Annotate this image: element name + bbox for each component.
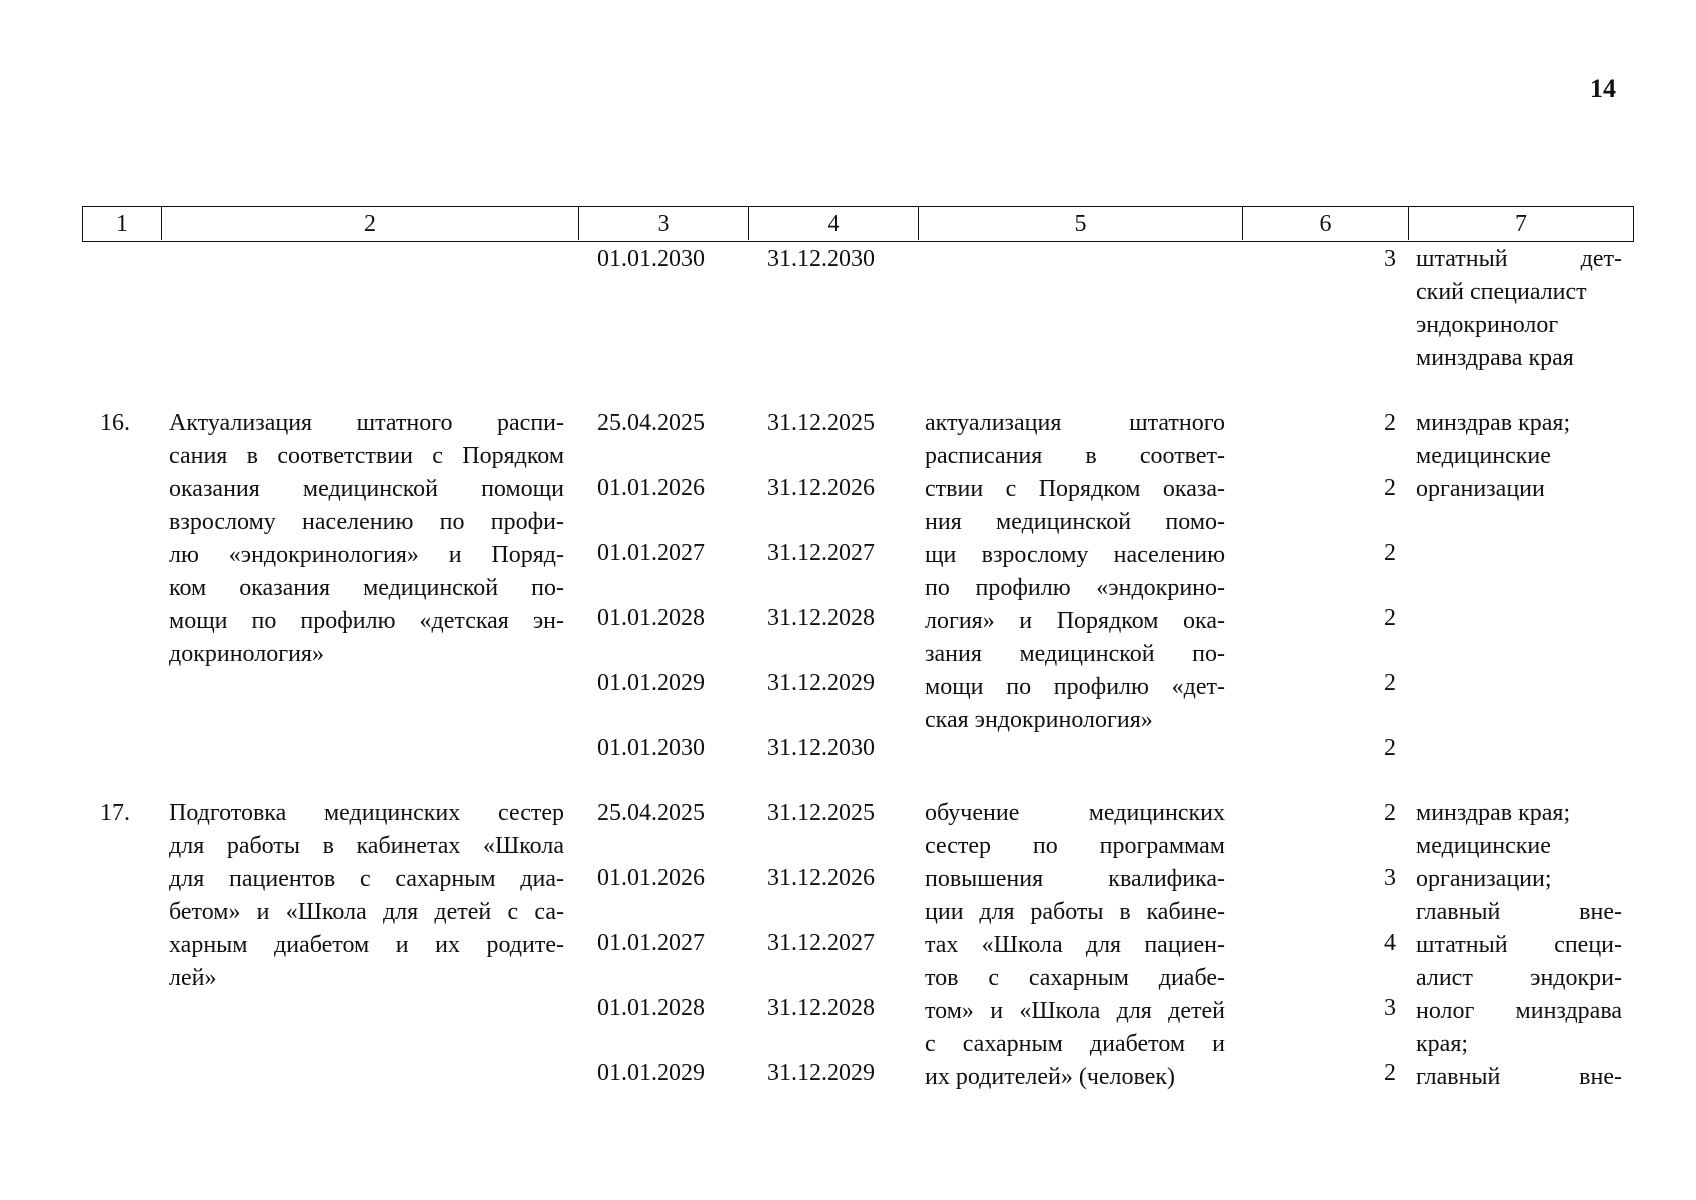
start-date: 01.01.2029 bbox=[597, 1060, 705, 1086]
page-number: 14 bbox=[1590, 74, 1616, 103]
indicator-value: 2 bbox=[1384, 475, 1396, 501]
responsible-line: медицинские bbox=[1416, 443, 1551, 469]
header-col-5: 5 bbox=[918, 207, 1242, 240]
responsible-cell bbox=[1416, 407, 1622, 506]
responsible-line: эндокринолог bbox=[1416, 312, 1559, 338]
header-col-3: 3 bbox=[578, 207, 748, 240]
indicator-value: 2 bbox=[1384, 670, 1396, 696]
title-line: для пациентов с сахарным диа- bbox=[169, 866, 564, 892]
start-date: 25.04.2025 bbox=[597, 800, 705, 826]
responsible-line: минздрав края; bbox=[1416, 800, 1571, 826]
indicator-line: расписания в соответ- bbox=[925, 443, 1225, 469]
indicator-line: ская эндокринология» bbox=[925, 707, 1153, 733]
indicator-value: 2 bbox=[1384, 800, 1396, 826]
end-date: 31.12.2029 bbox=[767, 670, 875, 696]
responsible-line: штатный дет- bbox=[1416, 246, 1622, 272]
responsible-line: главный вне- bbox=[1416, 1064, 1622, 1090]
responsible-cell bbox=[1416, 797, 1622, 1094]
header-col-4: 4 bbox=[748, 207, 918, 240]
end-date: 31.12.2025 bbox=[767, 800, 875, 826]
start-date: 01.01.2026 bbox=[597, 475, 705, 501]
header-col-7: 7 bbox=[1408, 207, 1633, 240]
title-line: лей» bbox=[169, 965, 217, 991]
indicator-line: ствии с Порядком оказа- bbox=[925, 476, 1225, 502]
indicator-line: с сахарным диабетом и bbox=[925, 1031, 1225, 1057]
start-date: 01.01.2028 bbox=[597, 995, 705, 1021]
indicator-line: тов с сахарным диабе- bbox=[925, 965, 1225, 991]
end-date: 31.12.2025 bbox=[767, 410, 875, 436]
indicator-line: актуализация штатного bbox=[925, 410, 1225, 436]
header-col-1: 1 bbox=[116, 211, 128, 237]
start-date: 01.01.2029 bbox=[597, 670, 705, 696]
start-date: 01.01.2027 bbox=[597, 540, 705, 566]
end-date: 31.12.2028 bbox=[767, 605, 875, 631]
start-date: 01.01.2026 bbox=[597, 865, 705, 891]
indicator-line: их родителей» (человек) bbox=[925, 1064, 1176, 1090]
end-date: 31.12.2027 bbox=[767, 540, 875, 566]
responsible-line: главный вне- bbox=[1416, 899, 1622, 925]
title-line: ком оказания медицинской по- bbox=[169, 575, 564, 601]
title-line: взрослому населению по профи- bbox=[169, 509, 564, 535]
indicator-cell bbox=[925, 797, 1225, 1094]
indicator-value: 3 bbox=[1384, 995, 1396, 1021]
end-date: 31.12.2027 bbox=[767, 930, 875, 956]
indicator-line: тах «Школа для пациен- bbox=[925, 932, 1225, 958]
responsible-cell bbox=[1416, 243, 1622, 375]
title-line: лю «эндокринология» и Поряд- bbox=[169, 542, 564, 568]
indicator-line: сестер по программам bbox=[925, 833, 1225, 859]
header-col-6: 6 bbox=[1242, 207, 1408, 240]
title-line: докринология» bbox=[169, 641, 324, 667]
indicator-value: 3 bbox=[1384, 246, 1396, 272]
responsible-line: алист эндокри- bbox=[1416, 965, 1622, 991]
title-line: для работы в кабинетах «Школа bbox=[169, 833, 564, 859]
responsible-line: края; bbox=[1416, 1031, 1469, 1057]
indicator-line: ции для работы в кабине- bbox=[925, 899, 1225, 925]
indicator-line: зания медицинской по- bbox=[925, 641, 1225, 667]
row-number: 17. bbox=[100, 800, 130, 826]
title-line: сания в соответствии с Порядком bbox=[169, 443, 564, 469]
indicator-value: 2 bbox=[1384, 540, 1396, 566]
end-date: 31.12.2026 bbox=[767, 865, 875, 891]
end-date: 31.12.2030 bbox=[767, 735, 875, 761]
end-date: 31.12.2026 bbox=[767, 475, 875, 501]
responsible-line: медицинские bbox=[1416, 833, 1551, 859]
indicator-line: логия» и Порядком ока- bbox=[925, 608, 1225, 634]
indicator-line: по профилю «эндокрино- bbox=[925, 575, 1225, 601]
title-line: Подготовка медицинских сестер bbox=[169, 800, 564, 826]
start-date: 01.01.2030 bbox=[597, 735, 705, 761]
indicator-line: повышения квалифика- bbox=[925, 866, 1225, 892]
indicator-value: 2 bbox=[1384, 735, 1396, 761]
indicator-value: 2 bbox=[1384, 1060, 1396, 1086]
responsible-line: нолог минздрава bbox=[1416, 998, 1622, 1024]
start-date: 25.04.2025 bbox=[597, 410, 705, 436]
indicator-line: ния медицинской помо- bbox=[925, 509, 1225, 535]
indicator-line: мощи по профилю «дет- bbox=[925, 674, 1225, 700]
responsible-line: организации; bbox=[1416, 866, 1552, 892]
responsible-line: организации bbox=[1416, 476, 1545, 502]
measure-title bbox=[169, 797, 564, 995]
end-date: 31.12.2028 bbox=[767, 995, 875, 1021]
indicator-value: 2 bbox=[1384, 410, 1396, 436]
title-line: бетом» и «Школа для детей с са- bbox=[169, 899, 564, 925]
indicator-value: 3 bbox=[1384, 865, 1396, 891]
indicator-value: 4 bbox=[1384, 930, 1396, 956]
end-date: 31.12.2030 bbox=[767, 246, 875, 272]
indicator-cell bbox=[925, 407, 1225, 737]
responsible-line: ский специалист bbox=[1416, 279, 1587, 305]
indicator-line: том» и «Школа для детей bbox=[925, 998, 1225, 1024]
indicator-value: 2 bbox=[1384, 605, 1396, 631]
start-date: 01.01.2030 bbox=[597, 246, 705, 272]
title-line: харным диабетом и их родите- bbox=[169, 932, 564, 958]
indicator-line: щи взрослому населению bbox=[925, 542, 1225, 568]
responsible-line: минздрава края bbox=[1416, 345, 1574, 371]
start-date: 01.01.2028 bbox=[597, 605, 705, 631]
end-date: 31.12.2029 bbox=[767, 1060, 875, 1086]
title-line: оказания медицинской помощи bbox=[169, 476, 564, 502]
header-col-2: 2 bbox=[161, 207, 578, 240]
row-number: 16. bbox=[100, 410, 130, 436]
start-date: 01.01.2027 bbox=[597, 930, 705, 956]
title-line: Актуализация штатного распи- bbox=[169, 410, 564, 436]
responsible-line: минздрав края; bbox=[1416, 410, 1571, 436]
responsible-line: штатный специ- bbox=[1416, 932, 1622, 958]
indicator-line: обучение медицинских bbox=[925, 800, 1225, 826]
title-line: мощи по профилю «детская эн- bbox=[169, 608, 564, 634]
measure-title bbox=[169, 407, 564, 671]
